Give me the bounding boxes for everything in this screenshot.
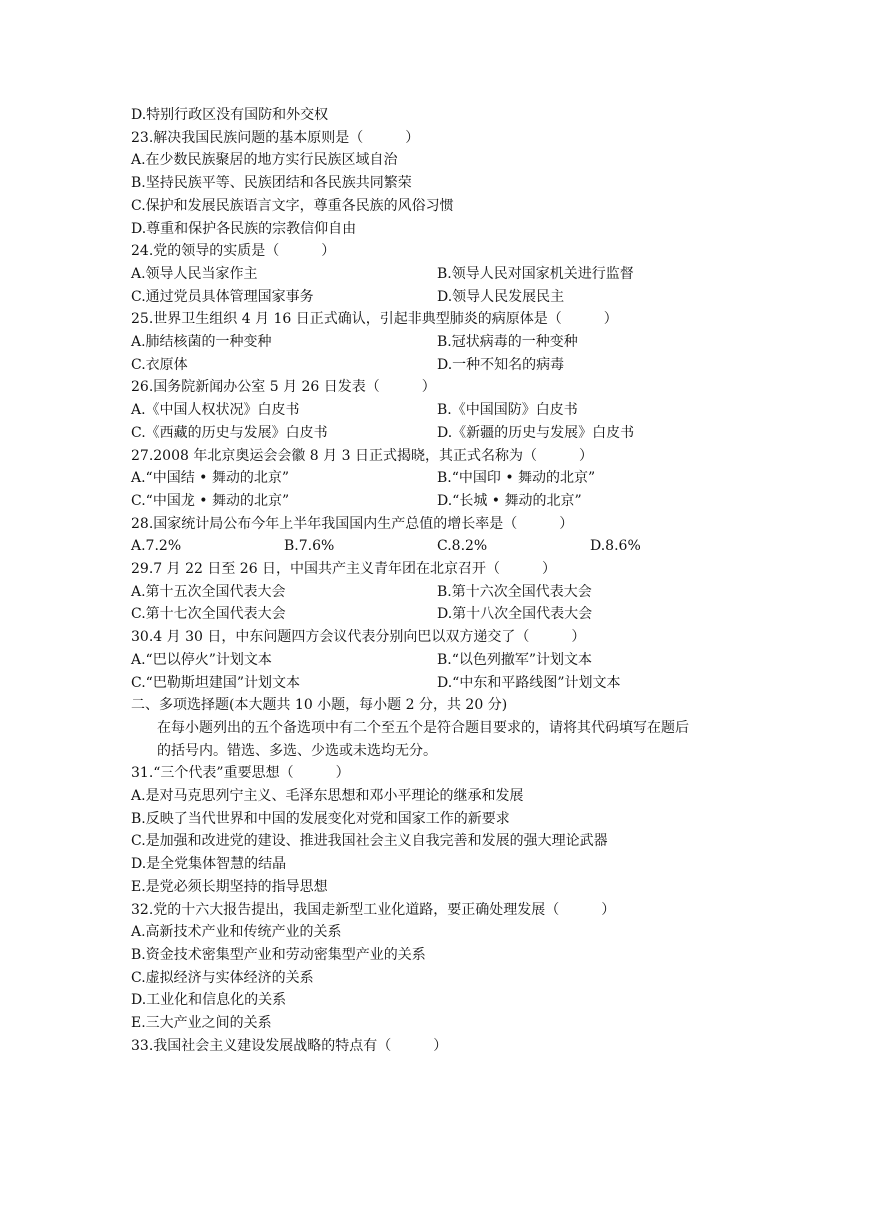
option-right: B.冠状病毒的一种变种 [437,334,578,350]
line-text: C.是加强和改进党的建设、推进我国社会主义自我完善和发展的强大理论武器 [131,833,608,850]
option-left: A.第十五次全国代表大会 [131,583,286,600]
line-text: A.高新技术产业和传统产业的关系 [131,924,342,941]
option-right: D.一种不知名的病毒 [437,356,565,373]
text-line [131,853,286,875]
line-text: 27.2008 年北京奥运会会徽 8 月 3 日正式揭晓，其正式名称为（ ） [131,447,593,464]
option-left: C.第十七次全国代表大会 [131,606,286,623]
text-line [131,376,436,398]
option-right: B.“中国印 • 舞动的北京” [437,470,596,487]
text-line [131,240,335,262]
option: B.7.6% [284,538,335,555]
text-line [131,808,510,830]
text-line [131,445,593,467]
option-right: B.“以色列撤军”计划文本 [437,651,593,668]
text-line [131,195,454,217]
line-text: A.在少数民族聚居的地方实行民族区域自治 [131,152,398,169]
option-left: C.衣原体 [131,356,188,373]
option: C.8.2% [437,538,488,555]
text-line [131,762,350,784]
option-left: C.“巴勒斯坦建国”计划文本 [131,674,300,691]
text-line [131,989,286,1011]
option-left: A.肺结核菌的一种变种 [131,334,272,350]
line-text: C.虚拟经济与实体经济的关系 [131,969,314,986]
text-line [131,967,314,989]
text-line [131,785,524,807]
line-text: B.反映了当代世界和中国的发展变化对党和国家工作的新要求 [131,810,510,827]
option-left: A.领导人民当家作主 [131,265,258,282]
text-line [131,308,618,330]
option-right: B.领导人民对国家机关进行监督 [437,265,634,282]
line-text: 23.解决我国民族问题的基本原则是（ ） [131,129,420,146]
option-left: C.通过党员具体管理国家事务 [131,288,314,305]
text-line [131,1012,272,1034]
text-line [131,218,356,240]
option-right: D.“长城 • 舞动的北京” [437,492,582,509]
line-text: D.工业化和信息化的关系 [131,992,287,1009]
option-left: A.《中国人权状况》白皮书 [131,402,300,419]
text-line [131,626,585,648]
option-right: D.“中东和平路线图”计划文本 [437,674,621,691]
line-text: 25.世界卫生组织 4 月 16 日正式确认，引起非典型肺炎的病原体是（ ） [131,311,618,328]
line-text: E.是党必须长期坚持的指导思想 [131,878,328,895]
line-text: 二、多项选择题(本大题共 10 小题，每小题 2 分，共 20 分) [131,697,508,714]
line-text: 26.国务院新闻办公室 5 月 26 日发表（ ） [131,379,436,396]
text-line [131,830,608,852]
text-line [131,1035,447,1057]
option: A.7.2% [131,538,182,555]
line-text: B.坚持民族平等、民族团结和各民族共同繁荣 [131,175,412,192]
option-right: D.第十八次全国代表大会 [437,606,593,623]
line-text: D.特别行政区没有国防和外交权 [131,107,329,123]
line-text: 31.“三个代表”重要思想（ ） [131,765,350,782]
line-text: 的括号内。错选、多选、少选或未选均无分。 [157,742,437,759]
text-line [131,944,426,966]
line-text: D.是全党集体智慧的结晶 [131,856,287,873]
line-text: 29.7 月 22 日至 26 日，中国共产主义青年团在北京召开（ ） [131,561,557,577]
line-text: 30.4 月 30 日，中东问题四方会议代表分别向巴以双方递交了（ ） [131,629,586,646]
line-text: 28.国家统计局公布今年上半年我国国内生产总值的增长率是（ ） [131,515,574,532]
option-right: D.领导人民发展民主 [437,288,565,305]
option-right: B.第十六次全国代表大会 [437,583,592,600]
text-line [131,104,328,126]
text-line [131,127,419,149]
text-line [131,921,342,943]
option-left: C.“中国龙 • 舞动的北京” [131,492,290,509]
line-text: 24.党的领导的实质是（ ） [131,243,336,260]
line-text: E.三大产业之间的关系 [131,1015,272,1031]
line-text: D.尊重和保护各民族的宗教信仰自由 [131,220,357,237]
line-text: 在每小题列出的五个备选项中有二个至五个是符合题目要求的，请将其代码填写在题后 [157,719,689,736]
option: D.8.6% [590,538,641,555]
option-left: A.“巴以停火”计划文本 [131,651,272,668]
text-line [157,717,689,739]
text-line [131,558,556,580]
text-line [131,172,412,194]
text-line [131,149,398,171]
text-line [157,740,437,762]
line-text: 32.党的十六大报告提出，我国走新型工业化道路，要正确处理发展（ ） [131,901,616,918]
line-text: C.保护和发展民族语言文字，尊重各民族的风俗习惯 [131,197,454,214]
line-text: A.是对马克思列宁主义、毛泽东思想和邓小平理论的继承和发展 [131,788,524,804]
option-right: D.《新疆的历史与发展》白皮书 [437,424,635,441]
text-line [131,899,615,921]
text-line [131,513,573,535]
line-text: B.资金技术密集型产业和劳动密集型产业的关系 [131,946,426,963]
text-line [131,694,507,716]
option-left: C.《西藏的历史与发展》白皮书 [131,424,328,441]
text-line [131,876,328,898]
option-left: A.“中国结 • 舞动的北京” [131,470,290,487]
line-text: 33.我国社会主义建设发展战略的特点有（ ） [131,1037,448,1054]
option-right: B.《中国国防》白皮书 [437,402,578,419]
